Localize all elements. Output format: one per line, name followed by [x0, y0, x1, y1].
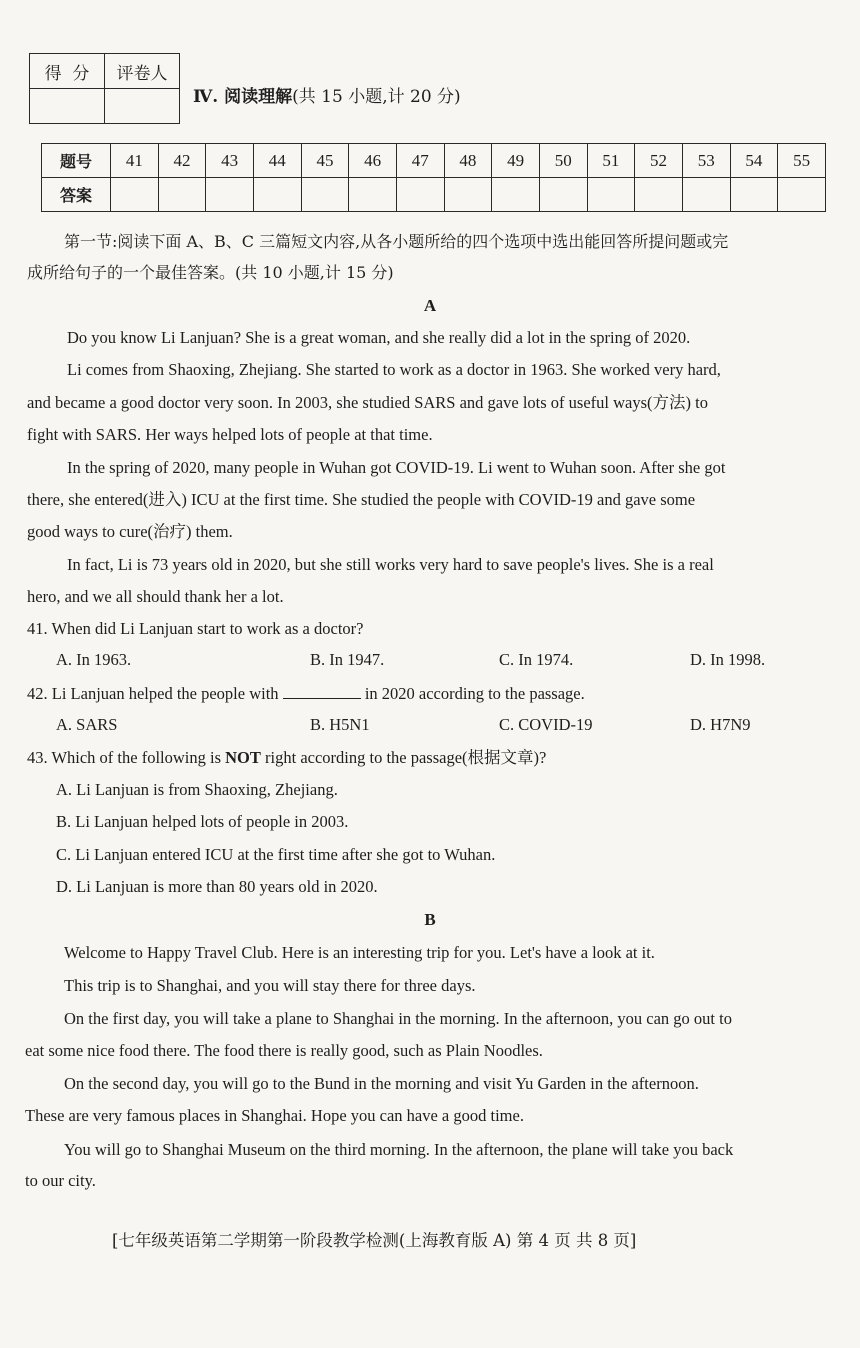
passage-a-line: and became a good doctor very soon. In 2003, she studied SARS and gave lots of useful ways(方法) to	[27, 393, 708, 412]
score-label: 得 分	[30, 54, 105, 89]
question-number: 44	[253, 144, 301, 178]
question-43-option-a[interactable]: A. Li Lanjuan is from Shaoxing, Zhejiang.	[56, 780, 338, 799]
question-41-option-a[interactable]: A. In 1963.	[56, 650, 132, 669]
answer-cell[interactable]	[539, 178, 587, 212]
question-42-stem-post: in 2020 according to the passage.	[364, 684, 585, 703]
instruction-line: 成所给句子的一个最佳答案。(共 10 小题,计 15 分)	[27, 263, 394, 282]
answer-cell[interactable]	[682, 178, 730, 212]
question-43-option-c[interactable]: C. Li Lanjuan entered ICU at the first time after she got to Wuhan.	[56, 845, 496, 864]
answer-cell[interactable]	[158, 178, 206, 212]
answer-cell[interactable]	[206, 178, 254, 212]
grader-cell[interactable]	[105, 89, 180, 124]
answer-cell[interactable]	[301, 178, 349, 212]
answer-cell[interactable]	[111, 178, 159, 212]
section-title-bold: Ⅳ. 阅读理解	[193, 87, 293, 107]
question-number: 54	[730, 144, 778, 178]
passage-b-line: On the first day, you will take a plane to Shanghai in the morning. In the afternoon, you can go out to	[64, 1009, 732, 1028]
question-number: 43	[206, 144, 254, 178]
question-number: 55	[778, 144, 826, 178]
passage-a-line: hero, and we all should thank her a lot.	[27, 587, 284, 606]
question-number: 50	[539, 144, 587, 178]
question-number: 49	[492, 144, 540, 178]
question-42-stem-pre: 42. Li Lanjuan helped the people with	[27, 684, 279, 703]
question-43-stem-post: right according to the passage(根据文章)?	[260, 748, 547, 767]
answer-cell[interactable]	[730, 178, 778, 212]
answer-blank[interactable]	[283, 684, 361, 699]
passage-b-line: eat some nice food there. The food there is really good, such as Plain Noodles.	[25, 1041, 543, 1060]
passage-b-line: These are very famous places in Shanghai. Hope you can have a good time.	[25, 1106, 524, 1125]
passage-a-line: Do you know Li Lanjuan? She is a great woman, and she really did a lot in the spring of 2020.	[67, 328, 691, 347]
passage-a-letter: A	[423, 296, 437, 315]
question-number: 42	[158, 144, 206, 178]
question-42-option-b[interactable]: B. H5N1	[310, 715, 370, 734]
question-number-row	[42, 144, 826, 178]
question-41-option-d[interactable]: D. In 1998.	[690, 650, 766, 669]
passage-a-line: Li comes from Shaoxing, Zhejiang. She started to work as a doctor in 1963. She worked very hard,	[67, 360, 721, 379]
passage-a-line: there, she entered(进入) ICU at the first time. She studied the people with COVID-19 and gave some	[27, 490, 696, 509]
question-number: 46	[349, 144, 397, 178]
question-number: 48	[444, 144, 492, 178]
answer-cell[interactable]	[587, 178, 635, 212]
answer-cell[interactable]	[635, 178, 683, 212]
passage-b-letter: B	[424, 910, 436, 929]
answer-cell[interactable]	[778, 178, 826, 212]
passage-b-line: Welcome to Happy Travel Club. Here is an interesting trip for you. Let's have a look at it.	[64, 943, 655, 962]
score-cell[interactable]	[30, 89, 105, 124]
answer-cell[interactable]	[444, 178, 492, 212]
question-41-option-c[interactable]: C. In 1974.	[499, 650, 574, 669]
answer-cell[interactable]	[349, 178, 397, 212]
question-number: 51	[587, 144, 635, 178]
question-number: 45	[301, 144, 349, 178]
question-43-stem	[27, 747, 546, 769]
answer-cell[interactable]	[253, 178, 301, 212]
question-label: 题号	[42, 144, 111, 178]
question-41-option-b[interactable]: B. In 1947.	[310, 650, 385, 669]
answer-cell[interactable]	[396, 178, 444, 212]
question-number: 52	[635, 144, 683, 178]
question-43-option-d[interactable]: D. Li Lanjuan is more than 80 years old in 2020.	[56, 877, 378, 896]
passage-b-line: to our city.	[25, 1171, 96, 1190]
question-42-option-d[interactable]: D. H7N9	[690, 715, 751, 734]
question-number: 41	[111, 144, 159, 178]
question-42-stem	[27, 683, 585, 705]
passage-a-line: In fact, Li is 73 years old in 2020, but she still works very hard to save people's lives. She is a real	[67, 555, 714, 574]
question-43-stem-bold: NOT	[225, 748, 261, 767]
passage-b-line: On the second day, you will go to the Bund in the morning and visit Yu Garden in the afternoon.	[64, 1074, 699, 1093]
answer-label: 答案	[42, 178, 111, 212]
question-number: 47	[396, 144, 444, 178]
page-footer: [七年级英语第二学期第一阶段教学检测(上海教育版 A) 第 4 页 共 8 页]	[112, 1231, 637, 1250]
answer-row	[42, 178, 826, 212]
question-number: 53	[682, 144, 730, 178]
score-box	[29, 53, 180, 124]
question-43-option-b[interactable]: B. Li Lanjuan helped lots of people in 2003.	[56, 812, 349, 831]
answer-grid	[41, 143, 826, 212]
passage-a-line: In the spring of 2020, many people in Wuhan got COVID-19. Li went to Wuhan soon. After she got	[67, 458, 726, 477]
passage-b-line: You will go to Shanghai Museum on the third morning. In the afternoon, the plane will take you back	[64, 1140, 734, 1159]
passage-a-line: good ways to cure(治疗) them.	[27, 522, 233, 541]
question-42-option-a[interactable]: A. SARS	[56, 715, 118, 734]
question-42-option-c[interactable]: C. COVID-19	[499, 715, 593, 734]
answer-cell[interactable]	[492, 178, 540, 212]
passage-a-line: fight with SARS. Her ways helped lots of people at that time.	[27, 425, 433, 444]
question-41-stem: 41. When did Li Lanjuan start to work as a doctor?	[27, 619, 364, 638]
section-title	[193, 82, 461, 107]
passage-b-line: This trip is to Shanghai, and you will stay there for three days.	[64, 976, 476, 995]
instruction-line: 第一节:阅读下面 A、B、C 三篇短文内容,从各小题所给的四个选项中选出能回答所提问题或完	[64, 232, 729, 251]
grader-label: 评卷人	[105, 54, 180, 89]
section-title-rest: (共 15 小题,计 20 分)	[292, 87, 461, 107]
question-43-stem-pre: 43. Which of the following is	[27, 748, 226, 767]
